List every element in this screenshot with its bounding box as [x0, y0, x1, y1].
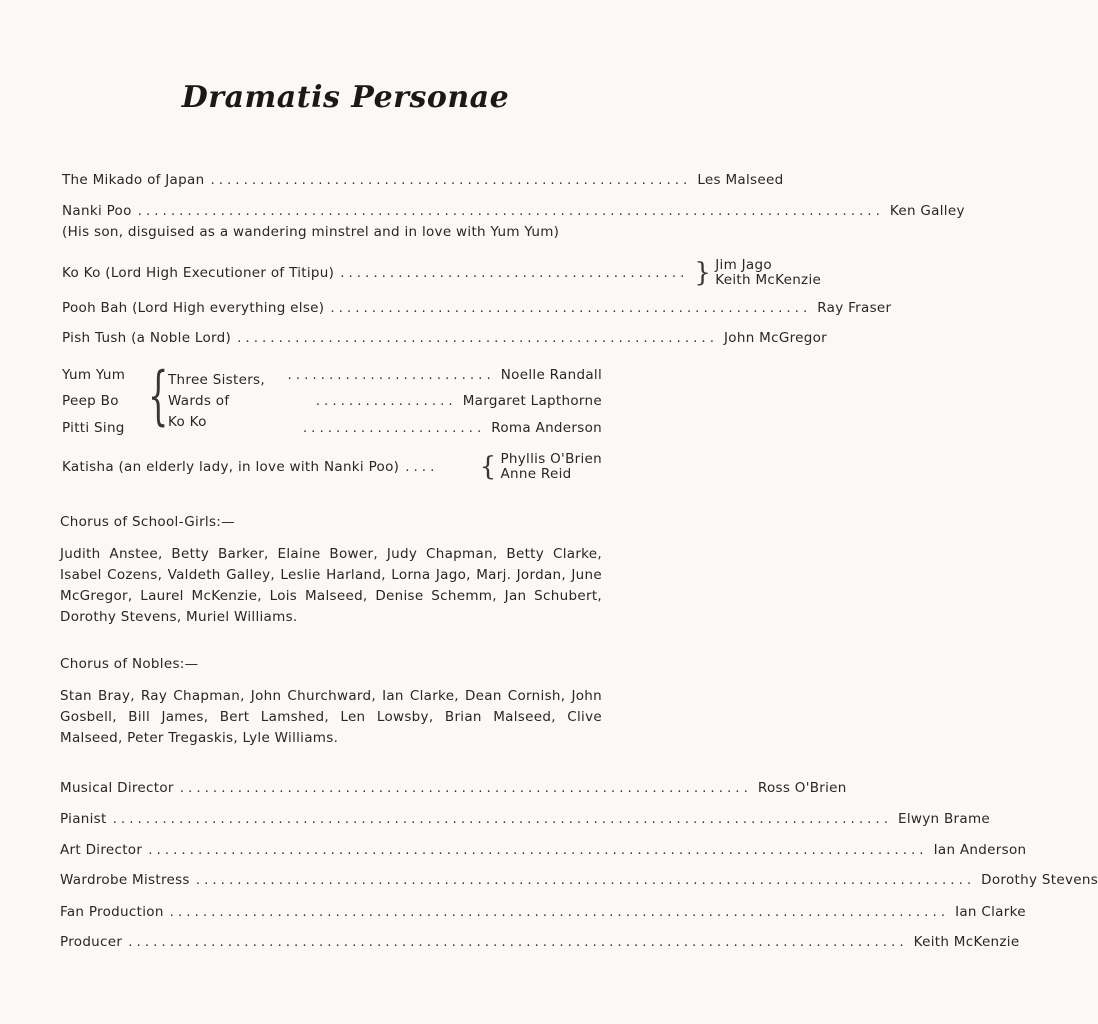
actor-name: Ray Fraser	[817, 300, 892, 316]
crew-name: Ian Anderson	[933, 842, 1027, 858]
crew-name: Ross O'Brien	[757, 780, 847, 796]
crew-name: Ian Clarke	[955, 904, 1026, 920]
crew-name: Elwyn Brame	[898, 811, 990, 827]
sisters-description: Ko Ko	[168, 414, 207, 430]
crew-role: Pianist	[60, 811, 107, 827]
crew-name: Dorothy Stevens	[981, 872, 1098, 888]
actor-name: Margaret Lapthorne	[462, 393, 602, 409]
crew-role: Wardrobe Mistress	[60, 872, 190, 888]
crew-row-art-director: Art Director .............................................................................................. Ian Anderson	[60, 842, 1027, 858]
cast-row-nanki-poo: Nanki Poo .......................................................................................... Ken Galley	[62, 203, 965, 219]
actor-name: Noelle Randall	[500, 367, 602, 383]
sister-name: Peep Bo	[62, 393, 119, 409]
crew-name: Keith McKenzie	[913, 934, 1020, 950]
role-label: Pish Tush (a Noble Lord)	[62, 330, 232, 346]
sisters-description: Three Sisters,	[168, 372, 265, 388]
chorus-girls-list: Judith Anstee, Betty Barker, Elaine Bower, Judy Chapman, Betty Clarke, Isabel Cozens, Valdeth Galley, Leslie Harland, Lorna Jago, Marj. Jordan, June McGregor, Laurel McKenzie, Lois Malseed, Denise Schemm, Jan Schubert, Dorothy Stevens, Muriel Williams.	[60, 546, 602, 625]
crew-row-wardrobe-mistress: Wardrobe Mistress .............................................................................................. Dorothy Stevens	[60, 872, 1098, 888]
crew-role: Producer	[60, 934, 123, 950]
cast-row-pish-tush: Pish Tush (a Noble Lord) .......................................................... John McGregor	[62, 330, 828, 346]
sisters-description: Wards of	[168, 393, 230, 409]
role-label: Katisha (an elderly lady, in love with Nanki Poo)	[62, 458, 400, 475]
actor-name: Phyllis O'Brien	[500, 451, 602, 467]
role-label: The Mikado of Japan	[62, 172, 205, 188]
cast-row-pooh-bah: Pooh Bah (Lord High everything else) .......................................................... Ray Fraser	[62, 300, 892, 316]
chorus-nobles-list: Stan Bray, Ray Chapman, John Churchward, Ian Clarke, Dean Cornish, John Gosbell, Bill James, Bert Lamshed, Len Lowsby, Brian Malseed, Clive Malseed, Peter Tregaskis, Lyle Williams.	[60, 688, 602, 746]
role-label: Pooh Bah (Lord High everything else)	[62, 300, 325, 316]
actor-name: Roma Anderson	[491, 420, 602, 436]
crew-row-pianist: Pianist .............................................................................................. Elwyn Brame	[60, 811, 990, 827]
sister-name: Pitti Sing	[62, 420, 125, 436]
role-label: Nanki Poo	[62, 203, 132, 219]
actor-name: Keith McKenzie	[715, 272, 822, 288]
actor-name: Les Malseed	[697, 172, 784, 188]
role-label: Ko Ko (Lord High Executioner of Titipu)	[62, 264, 335, 281]
crew-role: Art Director	[60, 842, 143, 858]
crew-role: Fan Production	[60, 904, 164, 920]
actor-name: Anne Reid	[500, 466, 572, 482]
brace-icon: {	[148, 359, 169, 433]
actor-name: Jim Jago	[715, 257, 772, 273]
cast-row-mikado: The Mikado of Japan .......................................................... Les Malseed	[62, 172, 784, 188]
chorus-girls-heading: Chorus of School-Girls:—	[60, 514, 235, 530]
crew-role: Musical Director	[60, 780, 174, 796]
actor-name: Ken Galley	[889, 203, 965, 219]
brace-icon: }	[694, 258, 712, 288]
crew-row-producer: Producer .............................................................................................. Keith McKenzie	[60, 934, 1020, 950]
cast-row-katisha: Katisha (an elderly lady, in love with Nanki Poo) .... { Phyllis O'Brien Anne Reid	[62, 451, 602, 482]
sisters-group: Yum Yum Peep Bo Pitti Sing { Three Sisters, Wards of Ko Ko ......................... Noelle Randall ................. Margaret Lapthorne ...................... Roma Anderson	[62, 359, 602, 436]
cast-row-ko-ko: Ko Ko (Lord High Executioner of Titipu) .......................................... } Jim Jago Keith McKenzie	[62, 257, 822, 288]
sister-name: Yum Yum	[62, 367, 126, 383]
crew-row-fan-production: Fan Production .............................................................................................. Ian Clarke	[60, 904, 1026, 920]
role-note: (His son, disguised as a wandering minstrel and in love with Yum Yum)	[62, 224, 560, 240]
page-title: Dramatis Personae	[181, 80, 510, 115]
crew-row-musical-director: Musical Director ..................................................................... Ross O'Brien	[60, 780, 847, 796]
chorus-nobles-heading: Chorus of Nobles:—	[60, 656, 199, 672]
actor-name: John McGregor	[724, 330, 828, 346]
brace-icon: {	[479, 452, 497, 482]
